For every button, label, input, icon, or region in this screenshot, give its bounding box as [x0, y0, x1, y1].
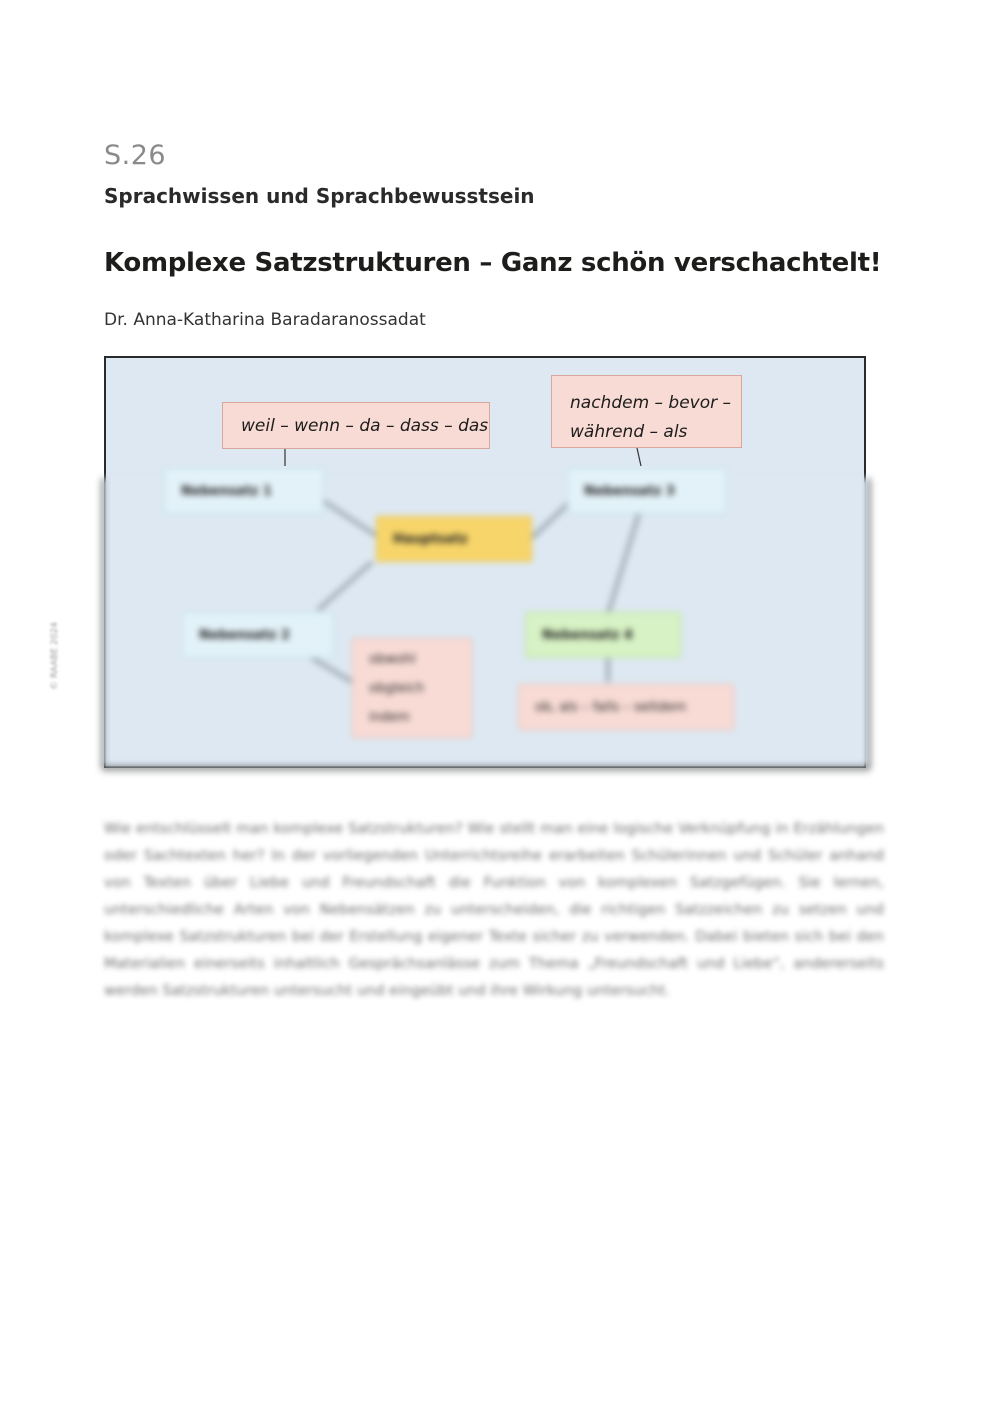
nebensatz-2-box: Nebensatz 2 — [182, 612, 334, 658]
connector-ns2-pink — [312, 658, 354, 683]
page-code: S.26 — [104, 140, 167, 171]
connector-ns3-haupt — [532, 500, 572, 538]
temporal-line-1: nachdem – bevor – — [570, 393, 732, 413]
copyright-note: © RAABE 2024 — [50, 622, 60, 690]
concessive-line-3: indem — [369, 709, 410, 725]
temporal-line-2: während – als — [570, 422, 688, 442]
section-title: Sprachwissen und Sprachbewusstsein — [104, 184, 535, 208]
concessive-line-1: obwohl — [369, 651, 416, 667]
diagram-stub-lines — [0, 0, 1000, 500]
conjunction-box-concessive — [352, 638, 472, 738]
page-title: Komplexe Satzstrukturen – Ganz schön verschachtelt! — [104, 248, 882, 278]
nebensatz-1-box: Nebensatz 1 — [164, 468, 324, 514]
author: Dr. Anna-Katharina Baradaranossadat — [104, 310, 426, 330]
hauptsatz-box: Hauptsatz — [376, 516, 532, 562]
connector-haupt-ns2 — [318, 562, 372, 610]
intro-paragraph: Wie entschlüsselt man komplexe Satzstrukturen? Wie stellt man eine logische Verknüpfung in Erzählungen oder Sachtexten her? In der vorliegenden Unterrichtsreihe erarbeiten Schülerinnen und Schüler anhand von Texten über Liebe und Freundschaft die Funktion von komplexen Satzgefügen. Sie lernen, unterschiedliche Arten von Nebensätzen zu unterscheiden, die richtigen Satzzeichen zu setzen und komplexe Satzstrukturen bei der Erstellung eigener Texte sicher zu verwenden. Dabei bieten sich bei den Materialien einerseits inhaltlich Gesprächsanlässe zum Thema „Freundschaft und Liebe“, andererseits werden Satzstrukturen untersucht und eingeübt und ihre Wirkung untersucht. — [104, 821, 884, 999]
nebensatz-3-box: Nebensatz 3 — [567, 468, 727, 514]
connector-ns1-haupt — [322, 500, 380, 538]
connector-ns3-ns4 — [608, 510, 640, 614]
conjunction-box-temporal — [551, 375, 742, 448]
diagram-blurred-area — [100, 478, 872, 778]
stub-right — [637, 448, 641, 466]
conjunction-box-bottom-right: ob, als – falls – seitdem — [518, 684, 734, 730]
nebensatz-4-box: Nebensatz 4 — [525, 612, 681, 658]
concessive-line-2: obgleich — [369, 680, 425, 696]
conjunction-box-causal: weil – wenn – da – dass – das — [222, 402, 490, 449]
